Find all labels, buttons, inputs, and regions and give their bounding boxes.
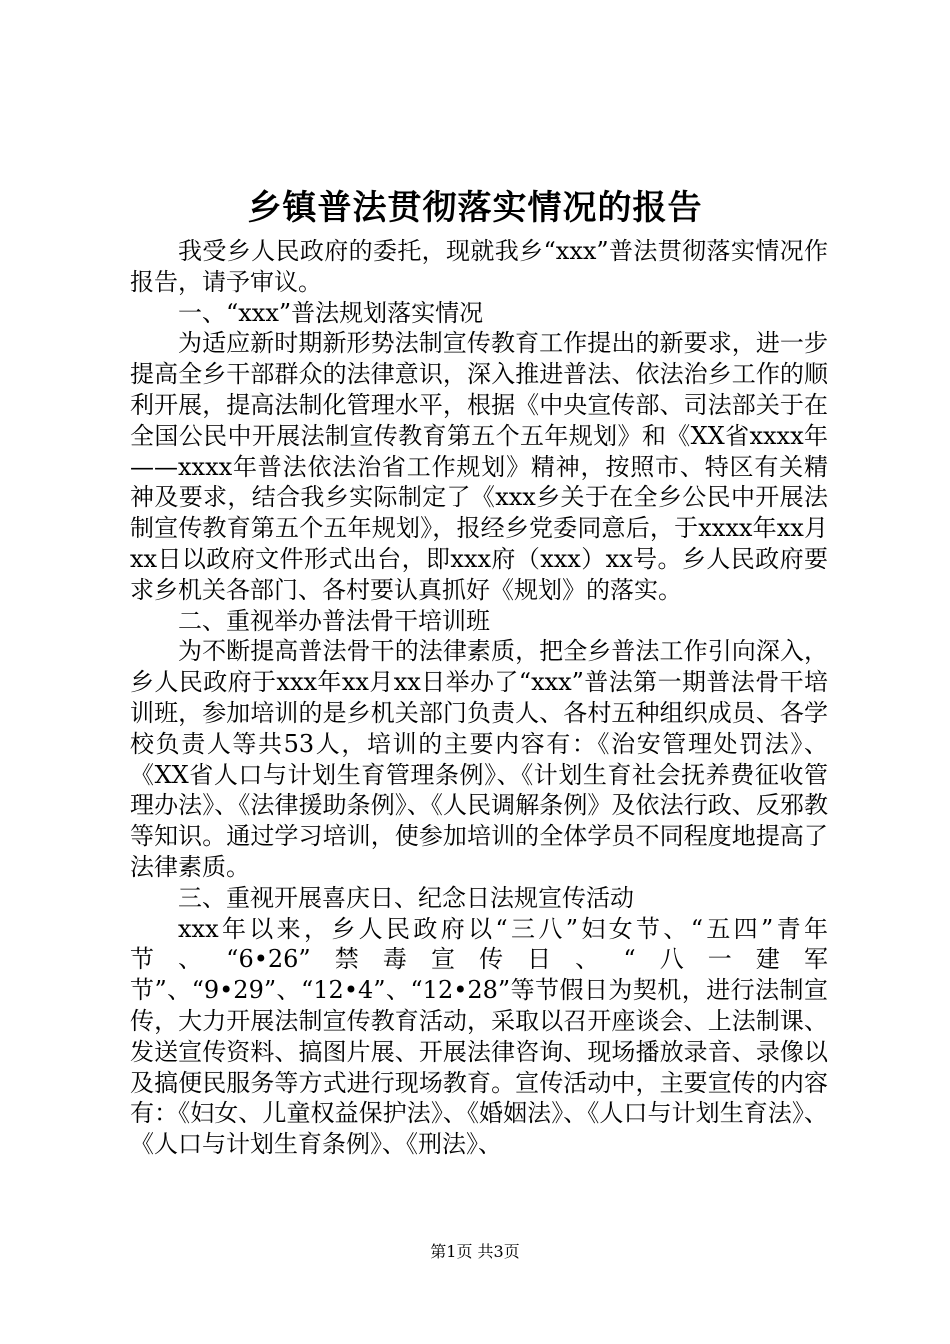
page-footer: 第1页 共3页: [430, 1242, 520, 1261]
section-heading-3: 三、重视开展喜庆日、纪念日法规宣传活动: [178, 883, 634, 912]
document-title: 乡镇普法贯彻落实情况的报告: [247, 188, 703, 228]
section-paragraph-3: xxx年以来，乡人民政府以“三八”妇女节、“五四”青年节、“6•26”禁毒宣传日、“八一建军节”、“9•29”、“12•4”、“12•28”等节假日为契机，进行法制宣传，大力开展法制宣传教育活动，采取以召开座谈会、上法制课、发送宣传资料、搞图片展、开展法律咨询、现场播放录音、录像以及搞便民服务等方式进行现场教育。宣传活动中，主要宣传的内容有：《妇女、儿童权益保护法》、《婚姻法》、《人口与计划生育法》、《人口与计划生育条例》、《刑法》、: [130, 914, 828, 1159]
section-heading-1: 一、“xxx”普法规划落实情况: [178, 298, 484, 327]
section-heading-2: 二、重视举办普法骨干培训班: [178, 606, 490, 635]
section-paragraph-1: 为适应新时期新形势法制宣传教育工作提出的新要求，进一步提高全乡干部群众的法律意识，深入推进普法、依法治乡工作的顺利开展，提高法制化管理水平，根据《中央宣传部、司法部关于在全国公民中开展法制宣传教育第五个五年规划》和《XX省xxxx年——xxxx年普法依法治省工作规划》精神，按照市、特区有关精神及要求，结合我乡实际制定了《xxx乡关于在全乡公民中开展法制宣传教育第五个五年规划》，报经乡党委同意后，于xxxx年xx月xx日以政府文件形式出台，即xxx府（xxx）xx号。乡人民政府要求乡机关各部门、各村要认真抓好《规划》的落实。: [130, 329, 828, 604]
section-paragraph-2: 为不断提高普法骨干的法律素质，把全乡普法工作引向深入，乡人民政府于xxx年xx月xx日举办了“xxx”普法第一期普法骨干培训班，参加培训的是乡机关部门负责人、各村五种组织成员、各学校负责人等共53人，培训的主要内容有：《治安管理处罚法》、《XX省人口与计划生育管理条例》、《计划生育社会抚养费征收管理办法》、《法律援助条例》、《人民调解条例》及依法行政、反邪教等知识。通过学习培训，使参加培训的全体学员不同程度地提高了法律素质。: [130, 637, 828, 881]
document-body: [130, 236, 828, 1160]
intro-paragraph: 我受乡人民政府的委托，现就我乡“xxx”普法贯彻落实情况作报告，请予审议。: [130, 237, 828, 296]
